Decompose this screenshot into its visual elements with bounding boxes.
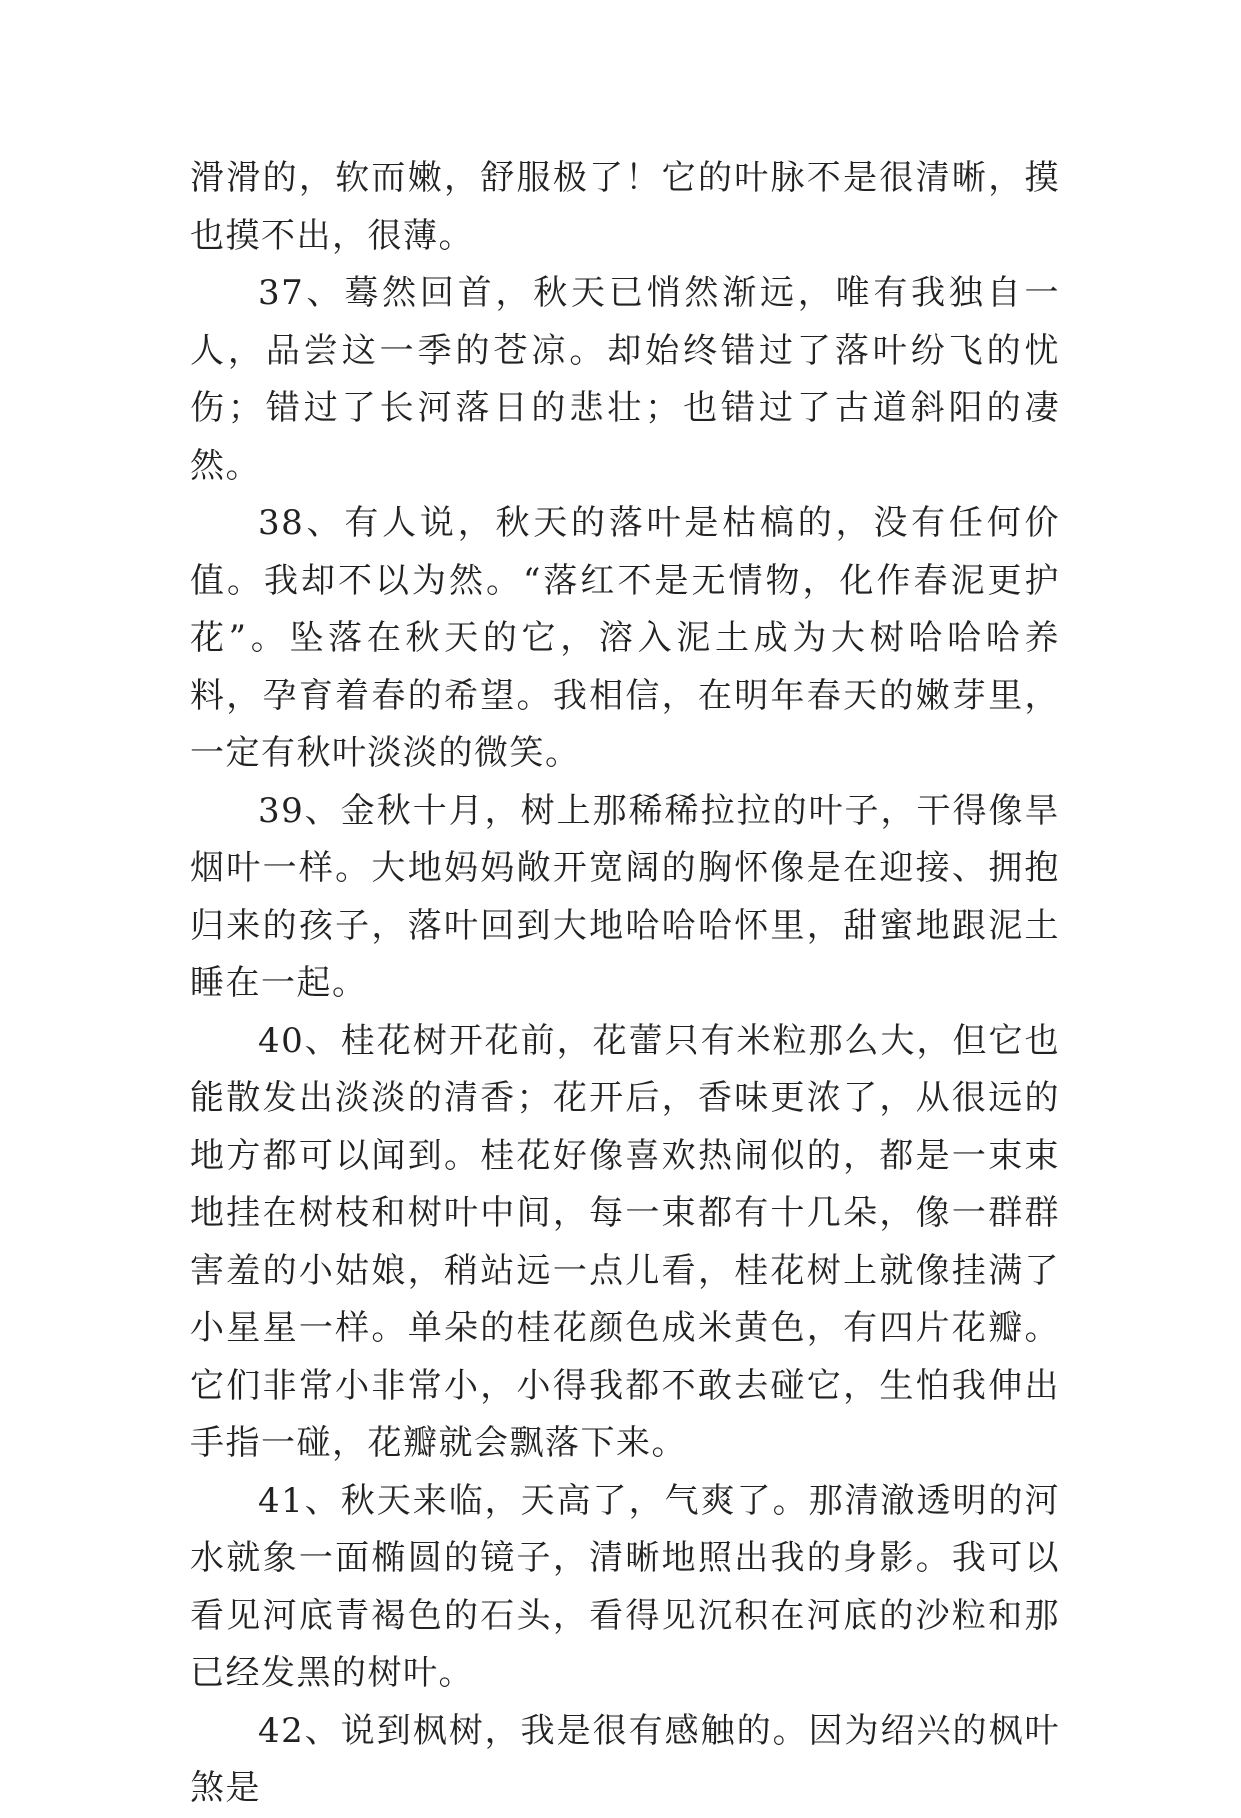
paragraph-38: 38、有人说，秋天的落叶是枯槁的，没有任何价值。我却不以为然。“落红不是无情物，化作春泥更护花”。坠落在秋天的它，溶入泥土成为大树哈哈哈养料，孕育着春的希望。我相信，在明年春天的嫩芽里，一定有秋叶淡淡的微笑。: [190, 503, 1060, 773]
paragraph-39: 39、金秋十月，树上那稀稀拉拉的叶子，干得像旱烟叶一样。大地妈妈敞开宽阔的胸怀像是在迎接、拥抱归来的孩子，落叶回到大地哈哈哈怀里，甜蜜地跟泥土睡在一起。: [190, 790, 1060, 1003]
paragraph-40: 40、桂花树开花前，花蕾只有米粒那么大，但它也能散发出淡淡的清香；花开后，香味更浓了，从很远的地方都可以闻到。桂花好像喜欢热闹似的，都是一束束地挂在树枝和树叶中间，每一束都有十几朵，像一群群害羞的小姑娘，稍站远一点儿看，桂花树上就像挂满了小星星一样。单朵的桂花颜色成米黄色，有四片花瓣。它们非常小非常小，小得我都不敢去碰它，生怕我伸出手指一碰，花瓣就会飘落下来。: [190, 1020, 1060, 1463]
paragraph-42: 42、说到枫树，我是很有感触的。因为绍兴的枫叶煞是: [190, 1710, 1060, 1808]
document-body: [190, 150, 1060, 1818]
paragraph-41: 41、秋天来临，天高了，气爽了。那清澈透明的河水就象一面椭圆的镜子，清晰地照出我的身影。我可以看见河底青褐色的石头，看得见沉积在河底的沙粒和那已经发黑的树叶。: [190, 1480, 1060, 1693]
paragraph-37: 37、蓦然回首，秋天已悄然渐远，唯有我独自一人，品尝这一季的苍凉。却始终错过了落叶纷飞的忧伤；错过了长河落日的悲壮；也错过了古道斜阳的凄然。: [190, 273, 1060, 486]
paragraph-continuation: 滑滑的，软而嫩，舒服极了！它的叶脉不是很清晰，摸也摸不出，很薄。: [190, 158, 1060, 256]
